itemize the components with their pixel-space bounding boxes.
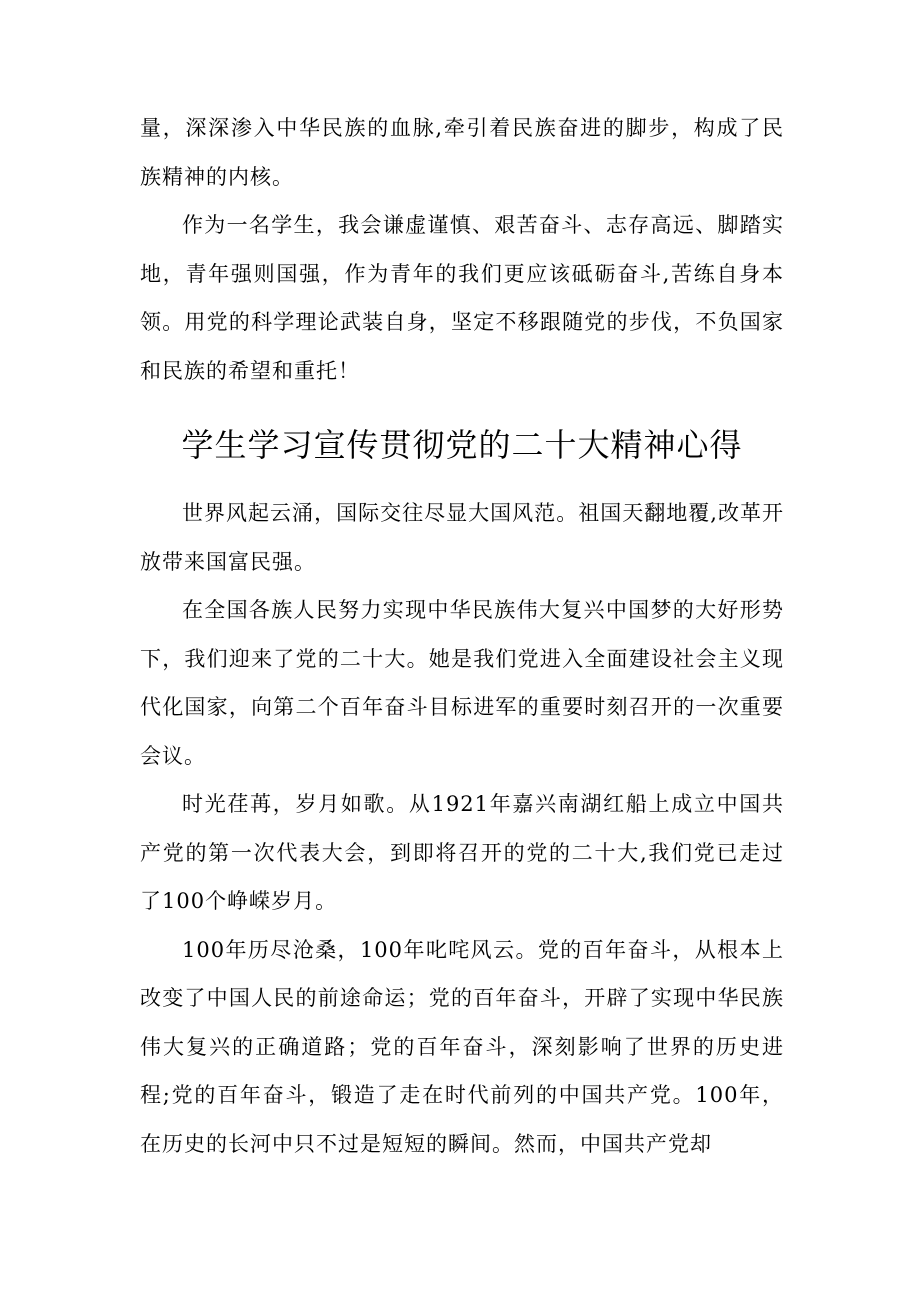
paragraph-2: 在全国各族人民努力实现中华民族伟大复兴中国梦的大好形势下，我们迎来了党的二十大。她是我们党进入全面建设社会主义现代化国家，向第二个百年奋斗目标进军的重要时刻召开的一次重要会议。 [140, 598, 784, 768]
document-page [140, 104, 784, 1168]
article-title: 学生学习宣传贯彻党的二十大精神心得 [181, 426, 743, 464]
continuation-paragraph: 量，深深渗入中华民族的血脉,牵引着民族奋进的脚步，构成了民族精神的内核。 [140, 116, 784, 189]
paragraph-4: 100年历尽沧桑，100年叱咤风云。党的百年奋斗，从根本上改变了中国人民的前途命运；党的百年奋斗，开辟了实现中华民族伟大复兴的正确道路；党的百年奋斗，深刻影响了世界的历史进程;党的百年奋斗，锻造了走在时代前列的中国共产党。100年，在历史的长河中只不过是短短的瞬间。然而，中国共产党却 [140, 937, 784, 1156]
student-paragraph: 作为一名学生，我会谦虚谨慎、艰苦奋斗、志存高远、脚踏实地，青年强则国强，作为青年的我们更应该砥砺奋斗,苦练自身本领。用党的科学理论武装自身，坚定不移跟随党的步伐，不负国家和民族的希望和重托！ [140, 213, 784, 383]
paragraph-3: 时光荏苒，岁月如歌。从1921年嘉兴南湖红船上成立中国共产党的第一次代表大会，到即将召开的党的二十大,我们党已走过了100个峥嵘岁月。 [140, 792, 784, 913]
paragraph-1: 世界风起云涌，国际交往尽显大国风范。祖国天翻地覆,改革开放带来国富民强。 [140, 501, 784, 574]
